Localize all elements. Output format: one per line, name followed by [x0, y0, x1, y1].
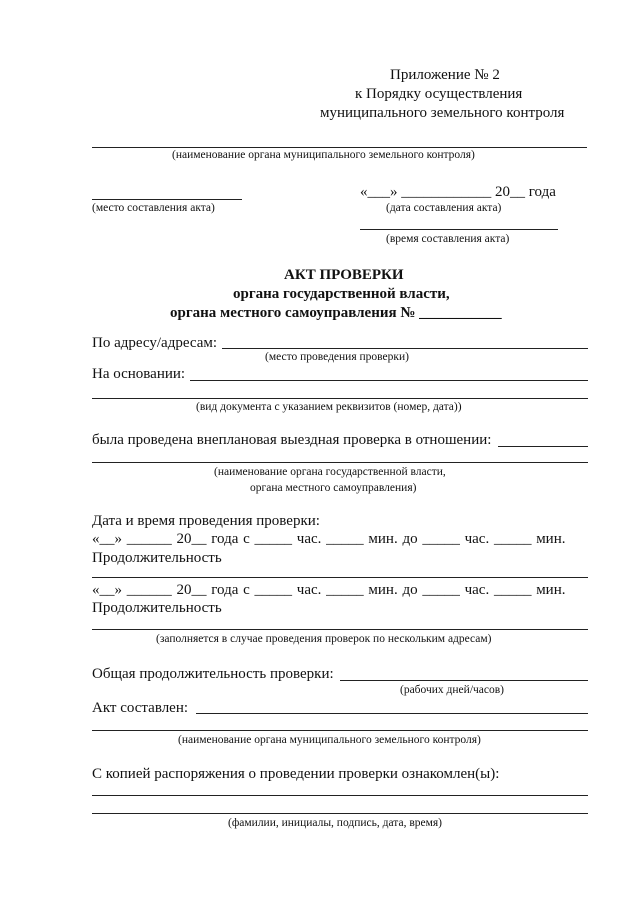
- act-title-line3: органа местного самоуправления № ___________: [170, 305, 502, 321]
- basis-caption: (вид документа с указанием реквизитов (номер, дата)): [196, 401, 462, 413]
- total-duration-line[interactable]: [340, 680, 588, 681]
- time-line[interactable]: [360, 229, 558, 230]
- compiled-caption: (наименование органа муниципального земельного контроля): [178, 734, 481, 746]
- subject-caption-1: (наименование органа государственной власти,: [214, 466, 446, 478]
- copy-ack-line-1[interactable]: [92, 795, 588, 796]
- compiled-label: Акт составлен:: [92, 700, 189, 716]
- appendix-reference: к Порядку осуществления: [355, 86, 523, 102]
- subject-line[interactable]: [92, 462, 588, 463]
- copy-ack-line-2[interactable]: [92, 813, 588, 814]
- total-duration-caption: (рабочих дней/часов): [400, 684, 505, 696]
- duration-line-2[interactable]: [92, 629, 588, 630]
- basis-line[interactable]: [190, 380, 588, 381]
- date-caption: (дата составления акта): [386, 202, 502, 214]
- time-row-2[interactable]: «__» ______ 20__ года с _____ час. _____ мин. до _____ час. _____ мин.: [92, 582, 566, 598]
- compiled-line-2[interactable]: [92, 730, 588, 731]
- address-label: По адресу/адресам:: [92, 335, 218, 351]
- address-line[interactable]: [222, 348, 588, 349]
- multi-address-caption: (заполняется в случае проведения проверок по нескольким адресам): [156, 633, 492, 645]
- datetime-label: Дата и время проведения проверки:: [92, 513, 320, 529]
- act-title: АКТ ПРОВЕРКИ: [284, 267, 404, 283]
- time-caption: (время составления акта): [386, 233, 510, 245]
- place-line[interactable]: [92, 199, 242, 200]
- subject-caption-2: органа местного самоуправления): [250, 482, 417, 494]
- org-name-line[interactable]: [92, 147, 587, 148]
- duration-label-2: Продолжительность: [92, 600, 222, 616]
- copy-ack-label: С копией распоряжения о проведении проверки ознакомлен(ы):: [92, 766, 500, 782]
- compiled-line[interactable]: [196, 713, 588, 714]
- duration-label-1: Продолжительность: [92, 550, 222, 566]
- basis-label: На основании:: [92, 366, 186, 382]
- appendix-number: Приложение № 2: [390, 67, 500, 83]
- act-title-line2: органа государственной власти,: [233, 286, 450, 302]
- unscheduled-line[interactable]: [498, 446, 588, 447]
- appendix-subject: муниципального земельного контроля: [320, 105, 565, 121]
- act-date-line[interactable]: «___» ____________ 20__ года: [360, 184, 556, 200]
- org-name-caption: (наименование органа муниципального земельного контроля): [172, 149, 475, 161]
- unscheduled-text: была проведена внеплановая выездная проверка в отношении:: [92, 432, 492, 448]
- total-duration-label: Общая продолжительность проверки:: [92, 666, 334, 682]
- time-row-1[interactable]: «__» ______ 20__ года с _____ час. _____ мин. до _____ час. _____ мин.: [92, 531, 566, 547]
- place-caption: (место составления акта): [92, 202, 215, 214]
- duration-line-1[interactable]: [92, 577, 588, 578]
- copy-ack-caption: (фамилии, инициалы, подпись, дата, время): [228, 817, 442, 829]
- basis-line-2[interactable]: [92, 398, 588, 399]
- address-caption: (место проведения проверки): [265, 351, 409, 363]
